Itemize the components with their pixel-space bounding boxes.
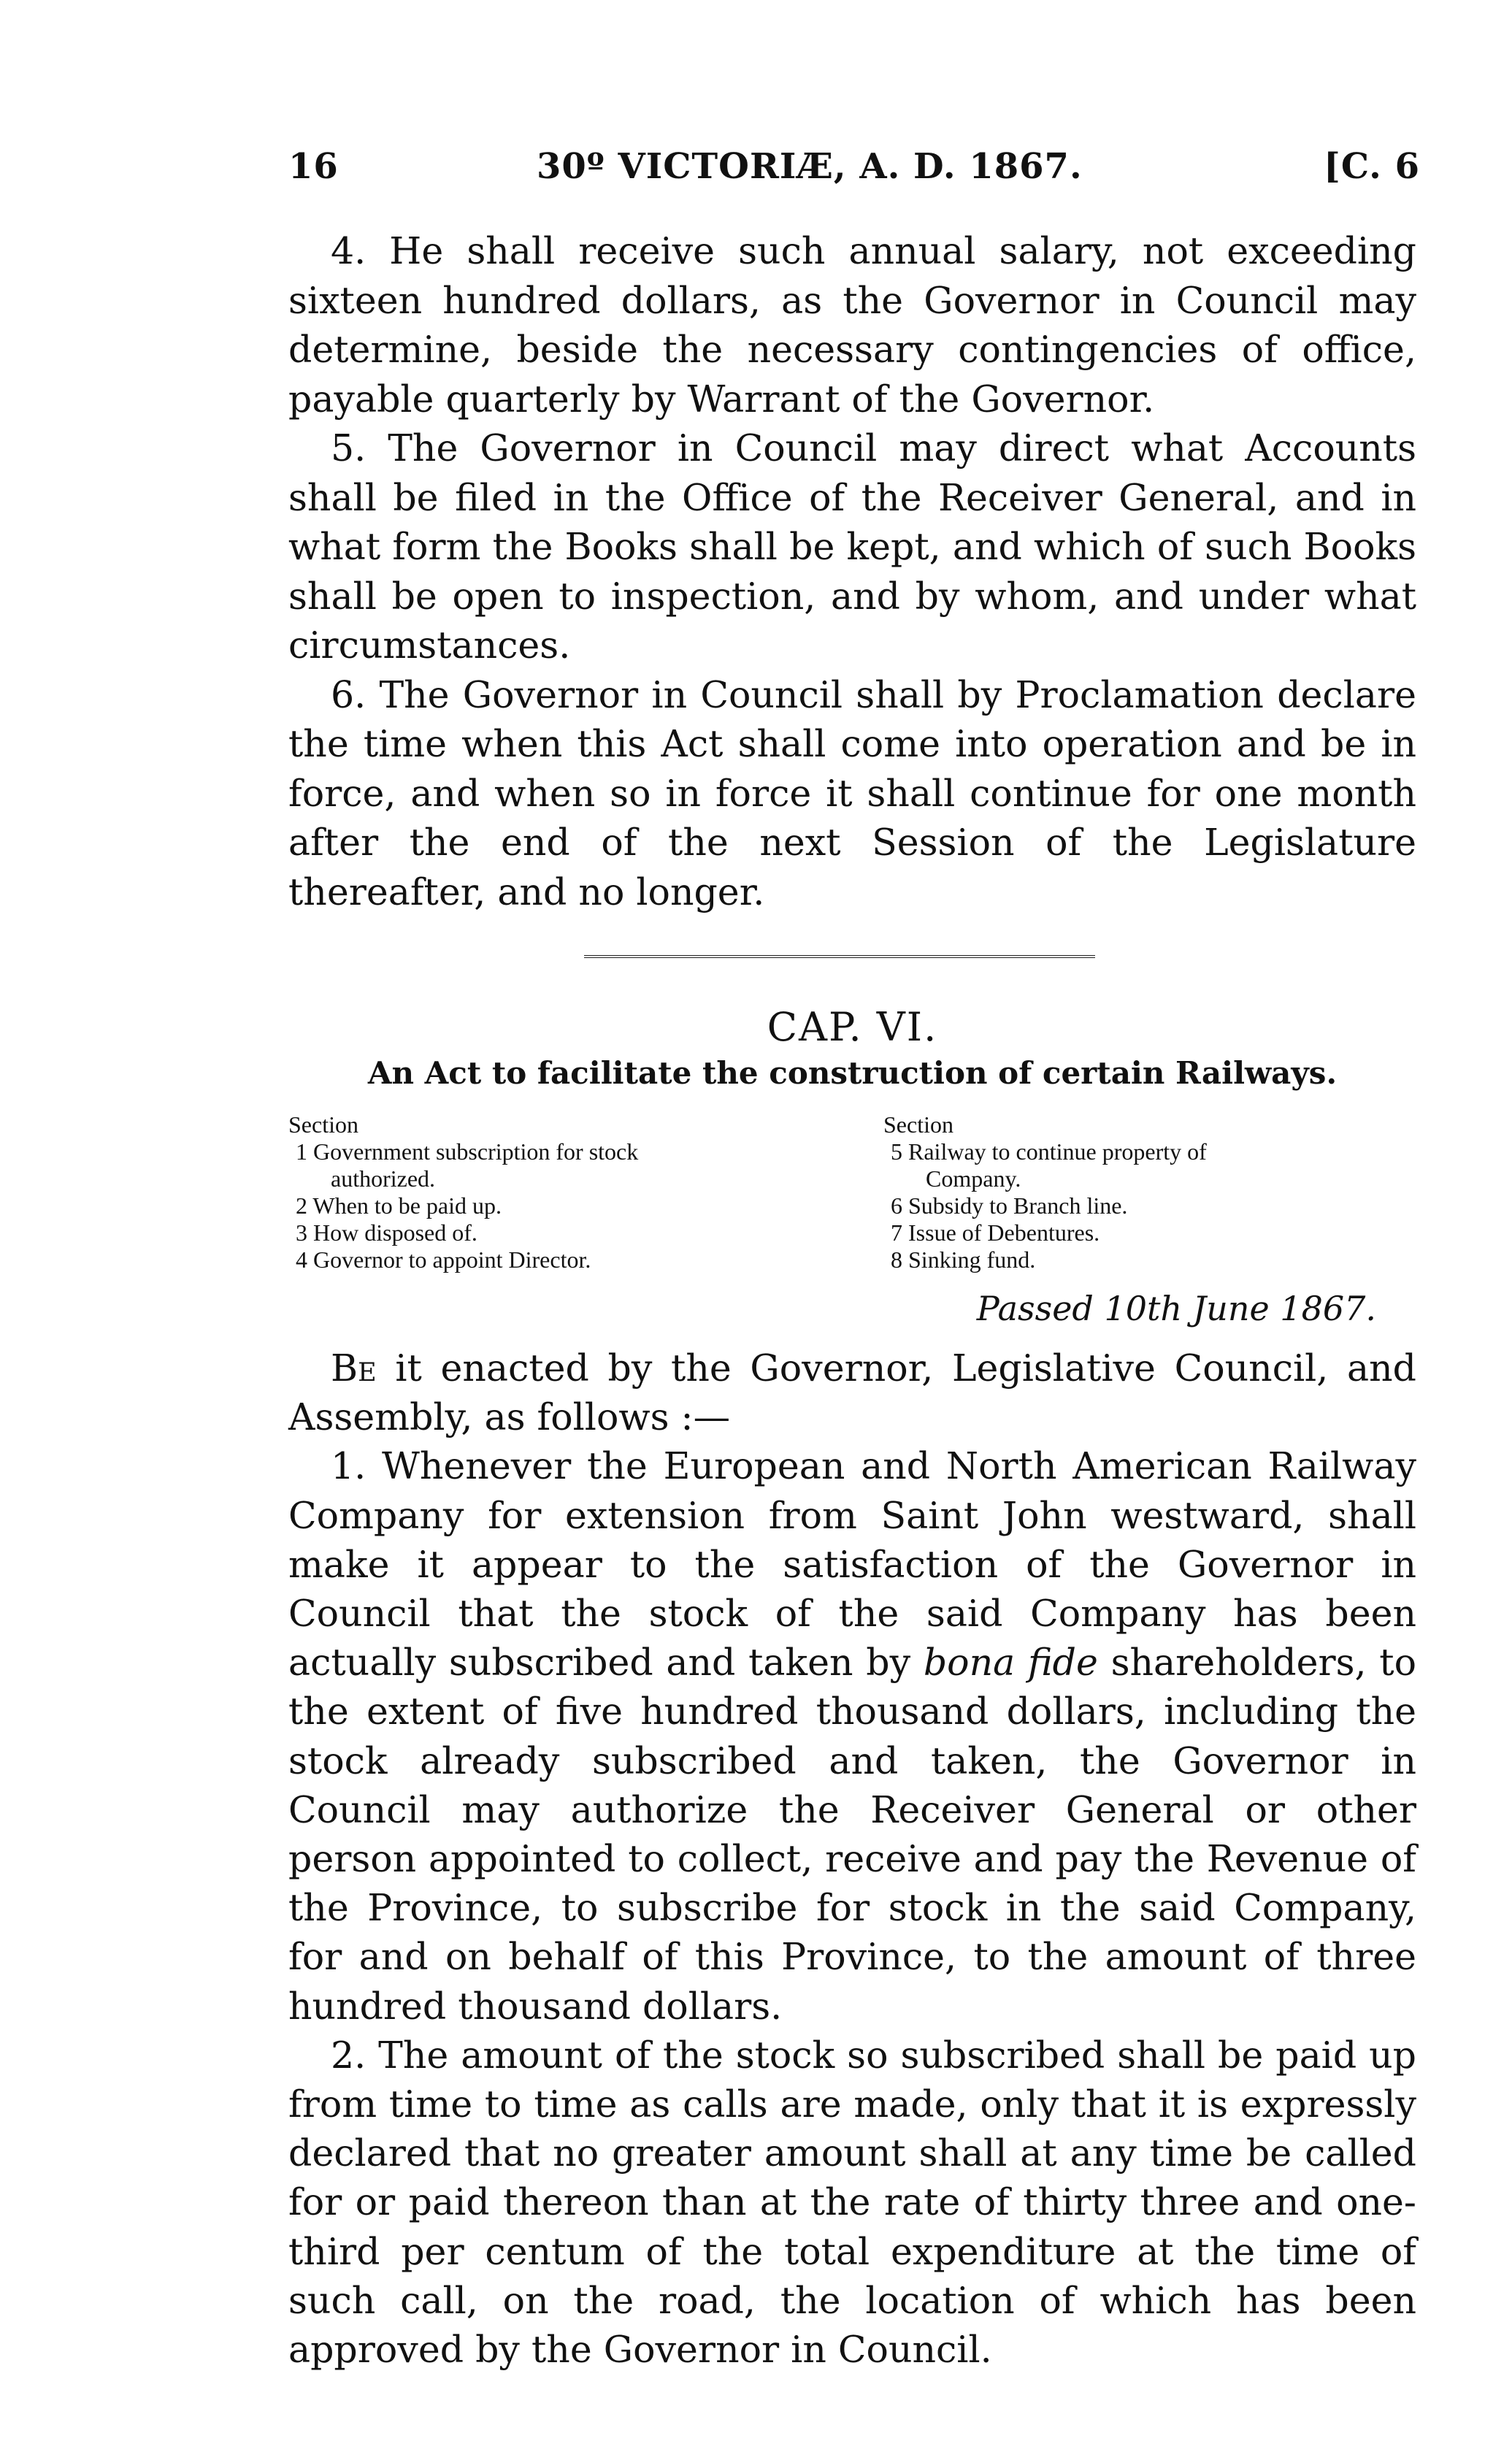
chapter-heading: CAP. VI. [767,1004,938,1050]
section-1-text-start: 1. Whenever the European and North American Railway Company for extension from Saint John westward, shall make it appear to the satisfaction of the Governor in Council that the stock of the said Company has been actually subscribed and taken by [288,1444,1416,1685]
section-4-paragraph: 4. He shall receive such annual salary, not exceeding sixteen hundred dollars, as the Governor in Council may determine, beside the necessary contingencies of office, payable quarterly by Warrant of the Governor. [288,229,1416,421]
section-5-paragraph: 5. The Governor in Council may direct what Accounts shall be filed in the Office of the Receiver General, and in what form the Books shall be kept, and which of such Books shall be open to inspection, and by whom, and under what circumstances. [288,426,1416,667]
section-index-entry: 8 Sinking fund. [891,1246,1036,1273]
section-1-italic-term: bona fide [923,1641,1098,1685]
section-1-text-end: shareholders, to the extent of five hundred thousand dollars, including the stock already subscribed and taken, the Governor in Council may authorize the Receiver General or other person appointed to collect, receive and pay the Revenue of the Province, to subscribe for stock in the said Company, for and on behalf of this Province, to the amount of three hundred thousand dollars. [288,1641,1417,2028]
section-1-paragraph [288,1441,1416,2030]
section-divider [584,955,1095,958]
enacting-clause-text: it enacted by the Governor, Legislative Council, and Assembly, as follows :— [288,1346,1416,1439]
section-index-left-column [288,1111,843,1273]
enacting-clause [288,1344,1416,1441]
section-index-heading: Section [883,1111,953,1138]
section-index-entry: authorized. [331,1165,436,1192]
section-index-entry: 4 Governor to appoint Director. [296,1246,591,1273]
act-body [288,1344,1416,2374]
section-index-heading: Section [288,1111,358,1138]
enacting-clause-lead: Be [331,1346,377,1390]
section-index-entry: 5 Railway to continue property of [891,1138,1207,1165]
section-index-entry: 1 Government subscription for stock [296,1138,639,1165]
previous-act-sections [288,226,1416,916]
act-title: An Act to facilitate the construction of certain Railways. [367,1055,1338,1091]
running-title: 30º VICTORIÆ, A. D. 1867. [537,146,1083,187]
section-index-entry: 2 When to be paid up. [296,1192,502,1219]
chapter-reference: [C. 6 [1324,146,1420,187]
section-index-entry: Company. [926,1165,1021,1192]
passed-date: Passed 10th June 1867. [976,1289,1376,1328]
section-2-paragraph: 2. The amount of the stock so subscribed shall be paid up from time to time as calls are made, only that it is expressly declared that no greater amount shall at any time be called for or paid thereon than at the rate of thirty three and one-third per centum of the total expenditure at the time of such call, on the road, the location of which has been approved by the Governor in Council. [288,2033,1416,2372]
section-6-paragraph: 6. The Governor in Council shall by Proclamation declare the time when this Act shall come into operation and be in force, and when so in force it shall continue for one month after the end of the next Session of the Legislature thereafter, and no longer. [288,673,1416,913]
section-index-entry: 6 Subsidy to Branch line. [891,1192,1128,1219]
page-number: 16 [288,146,339,187]
page-header [288,146,1420,204]
section-index-right-column [883,1111,1416,1273]
section-index-entry: 3 How disposed of. [296,1219,477,1246]
section-index-entry: 7 Issue of Debentures. [891,1219,1100,1246]
